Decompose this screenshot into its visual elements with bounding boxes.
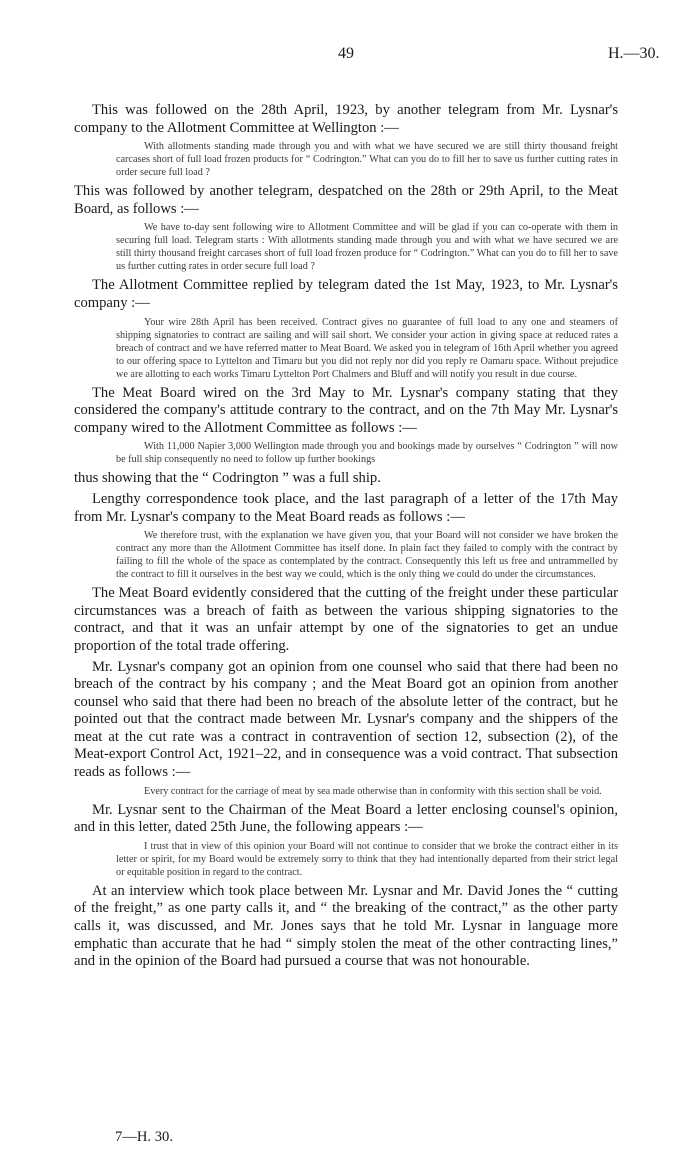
signature-mark: 7—H. 30. — [115, 1129, 173, 1145]
quoted-telegram: With 11,000 Napier 3,000 Wellington made through you and bookings made by ourselves “ Codrington ” will now be full ship consequently no need to follow up further bookings — [116, 441, 618, 466]
page-body — [74, 102, 618, 974]
paragraph: At an interview which took place between Mr. Lysnar and Mr. David Jones the “ cutting of the freight,” as one party calls it, and “ the breaking of the contract,” as the other party calls it, was discussed, and Mr. Jones says that he told Mr. Lysnar in language more emphatic than accurate that he had “ simply stolen the meat of the other contracting lines,” and in the opinion of the Board had pursued a course that was not honourable. — [74, 882, 618, 970]
quoted-telegram: Your wire 28th April has been received. Contract gives no guarantee of full load to any one and steamers of shipping signatories to contract are sailing and will sail short. We consider your action in giving space at reduced rates a breach of contract and we have referred matter to Meat Board. We asked you in telegram of 16th April whether you agreed to our offering space to Lyttelton and Timaru but you did not reply nor did you reply re Oamaru space. Without prejudice we are allotting to each works Timaru Lyttelton Port Chalmers and Bluff and will notify you result in due course. — [116, 316, 618, 380]
paragraph: Lengthy correspondence took place, and the last paragraph of a letter of the 17th May from Mr. Lysnar's company to the Meat Board reads as follows :— — [74, 490, 618, 525]
paragraph: This was followed by another telegram, despatched on the 28th or 29th April, to the Meat Board, as follows :— — [74, 183, 618, 217]
quoted-letter: We therefore trust, with the explanation we have given you, that your Board will not consider we have broken the contract any more than the Allotment Committee has itself done. In plain fact they failed to comply with the contract by failing to fill the whole of the space as contemplated by the contract. Consequently this left us free and untrammelled by the contract to fill it ourselves in the best way we could, which is the only thing we could do under the circumstances. — [116, 530, 618, 581]
paper-code: H.—30. — [608, 45, 660, 62]
quoted-statute: Every contract for the carriage of meat by sea made otherwise than in conformity with this section shall be void. — [144, 785, 602, 797]
paragraph: thus showing that the “ Codrington ” was a full ship. — [74, 470, 381, 487]
paragraph: The Meat Board wired on the 3rd May to Mr. Lysnar's company stating that they considered the company's attitude contrary to the contract, and on the 7th May Mr. Lysnar's company wired to the Allotment Committee as follows :— — [74, 384, 618, 436]
paragraph: Mr. Lysnar's company got an opinion from one counsel who said that there had been no breach of the contract by his company ; and the Meat Board got an opinion from another counsel who said that there had been no breach of the absolute letter of the contract, but he pointed out that the contract made between Mr. Lysnar's company and the shippers of the meat at the cut rate was a contract in contravention of section 12, subsection (2), of the Meat-export Control Act, 1921–22, and in consequence was a void contract. That subsection reads as follows :— — [74, 658, 618, 781]
quoted-telegram: With allotments standing made through you and with what we have secured we are still thirty thousand freight carcases short of full load frozen products for “ Codrington.” What can you do to fill her to save us further cutting rates in order secure full load ? — [116, 141, 618, 179]
quoted-letter: I trust that in view of this opinion your Board will not continue to consider that we broke the contract either in its letter or spirit, for my Board would be extremely sorry to think that they had intentionally departed from their strict legal or equitable position in regard to the contract. — [116, 840, 618, 878]
paragraph: This was followed on the 28th April, 1923, by another telegram from Mr. Lysnar's company to the Allotment Committee at Wellington :— — [74, 102, 618, 136]
paragraph: Mr. Lysnar sent to the Chairman of the Meat Board a letter enclosing counsel's opinion, and in this letter, dated 25th June, the following appears :— — [74, 801, 618, 836]
paragraph: The Meat Board evidently considered that the cutting of the freight under these particular circumstances was a breach of faith as between the various shipping signatories to the contract, and that it was an unfair attempt by one of the signatories to get an undue proportion of the total trade offering. — [74, 585, 618, 654]
page-number: 49 — [338, 45, 354, 62]
quoted-telegram: We have to-day sent following wire to Allotment Committee and will be glad if you can co-operate with them in securing full load. Telegram starts : With allotments standing made through you and with what we have secured we are still thirty thousand freight carcases short of full load frozen produce for “ Codrington.” What can you do to fill her to save us further cutting rates in order secure full load ? — [116, 222, 618, 273]
paragraph: The Allotment Committee replied by telegram dated the 1st May, 1923, to Mr. Lysnar's company :— — [74, 277, 618, 311]
